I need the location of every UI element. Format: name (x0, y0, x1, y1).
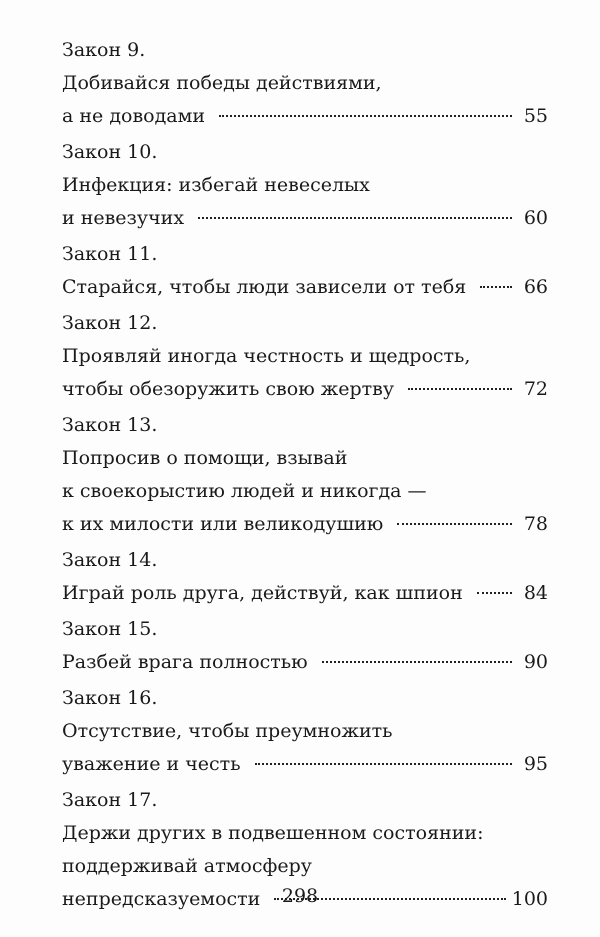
law-title-line: поддерживай атмосферу (62, 855, 312, 877)
law-title-text: Разбей врага полностью (62, 651, 308, 673)
law-title-last-line (62, 100, 548, 133)
law-title-line: Держи других в подвешенном состоянии: (62, 822, 484, 844)
dot-leader (255, 763, 512, 765)
law-title-line: Добивайся победы действиями, (62, 72, 382, 94)
toc-entry-law-15 (62, 613, 548, 679)
toc-entry-law-9 (62, 34, 548, 133)
toc-entry-law-13 (62, 409, 548, 541)
toc-entry-law-16 (62, 682, 548, 781)
law-title-text: к их милости или великодушию (62, 513, 384, 535)
dot-leader (408, 388, 512, 390)
toc-entry-law-11 (62, 238, 548, 304)
law-label: Закон 14. (62, 549, 158, 571)
law-title-line: Инфекция: избегай невеселых (62, 174, 370, 196)
page-number: 84 (523, 582, 548, 604)
law-title-last-line (62, 748, 548, 781)
page-number: 60 (523, 207, 548, 229)
page-number: 100 (511, 888, 548, 910)
law-label: Закон 15. (62, 618, 158, 640)
law-title-last-line (62, 646, 548, 679)
law-title-last-line (62, 373, 548, 406)
law-title-line: Попросив о помощи, взывай (62, 447, 348, 469)
page-number: 66 (523, 276, 548, 298)
law-label: Закон 10. (62, 141, 158, 163)
page-number: 72 (523, 378, 548, 400)
dot-leader (322, 661, 512, 663)
page-number: 90 (523, 651, 548, 673)
law-title-text: чтобы обезоружить свою жертву (62, 378, 395, 400)
law-title-last-line (62, 577, 548, 610)
law-title-line: Проявляй иногда честность и щедрость, (62, 345, 471, 367)
table-of-contents (62, 34, 548, 919)
law-title-text: а не доводами (62, 105, 206, 127)
law-label: Закон 16. (62, 687, 158, 709)
toc-entry-law-10 (62, 136, 548, 235)
toc-entry-law-14 (62, 544, 548, 610)
dot-leader (477, 592, 512, 594)
law-label: Закон 17. (62, 789, 158, 811)
law-title-text: и невезучих (62, 207, 185, 229)
law-label: Закон 11. (62, 243, 158, 265)
dot-leader (397, 523, 512, 525)
page-number: 78 (523, 513, 548, 535)
law-title-last-line (62, 508, 548, 541)
dot-leader (480, 286, 512, 288)
law-title-last-line (62, 202, 548, 235)
page-number: 55 (523, 105, 548, 127)
dot-leader (219, 115, 512, 117)
page-number: 95 (523, 753, 548, 775)
folio-page-number: 298 (281, 885, 319, 907)
law-title-text: непредсказуемости (62, 888, 261, 910)
law-title-line: Отсутствие, чтобы преумножить (62, 720, 393, 742)
law-title-line: к своекорыстию людей и никогда — (62, 480, 427, 502)
law-title-text: Старайся, чтобы люди зависели от тебя (62, 276, 467, 298)
dot-leader (198, 217, 512, 219)
toc-entry-law-12 (62, 307, 548, 406)
law-title-text: Играй роль друга, действуй, как шпион (62, 582, 463, 604)
law-label: Закон 9. (62, 39, 146, 61)
law-title-text: уважение и честь (62, 753, 241, 775)
law-label: Закон 13. (62, 414, 158, 436)
law-label: Закон 12. (62, 312, 158, 334)
law-title-last-line (62, 271, 548, 304)
